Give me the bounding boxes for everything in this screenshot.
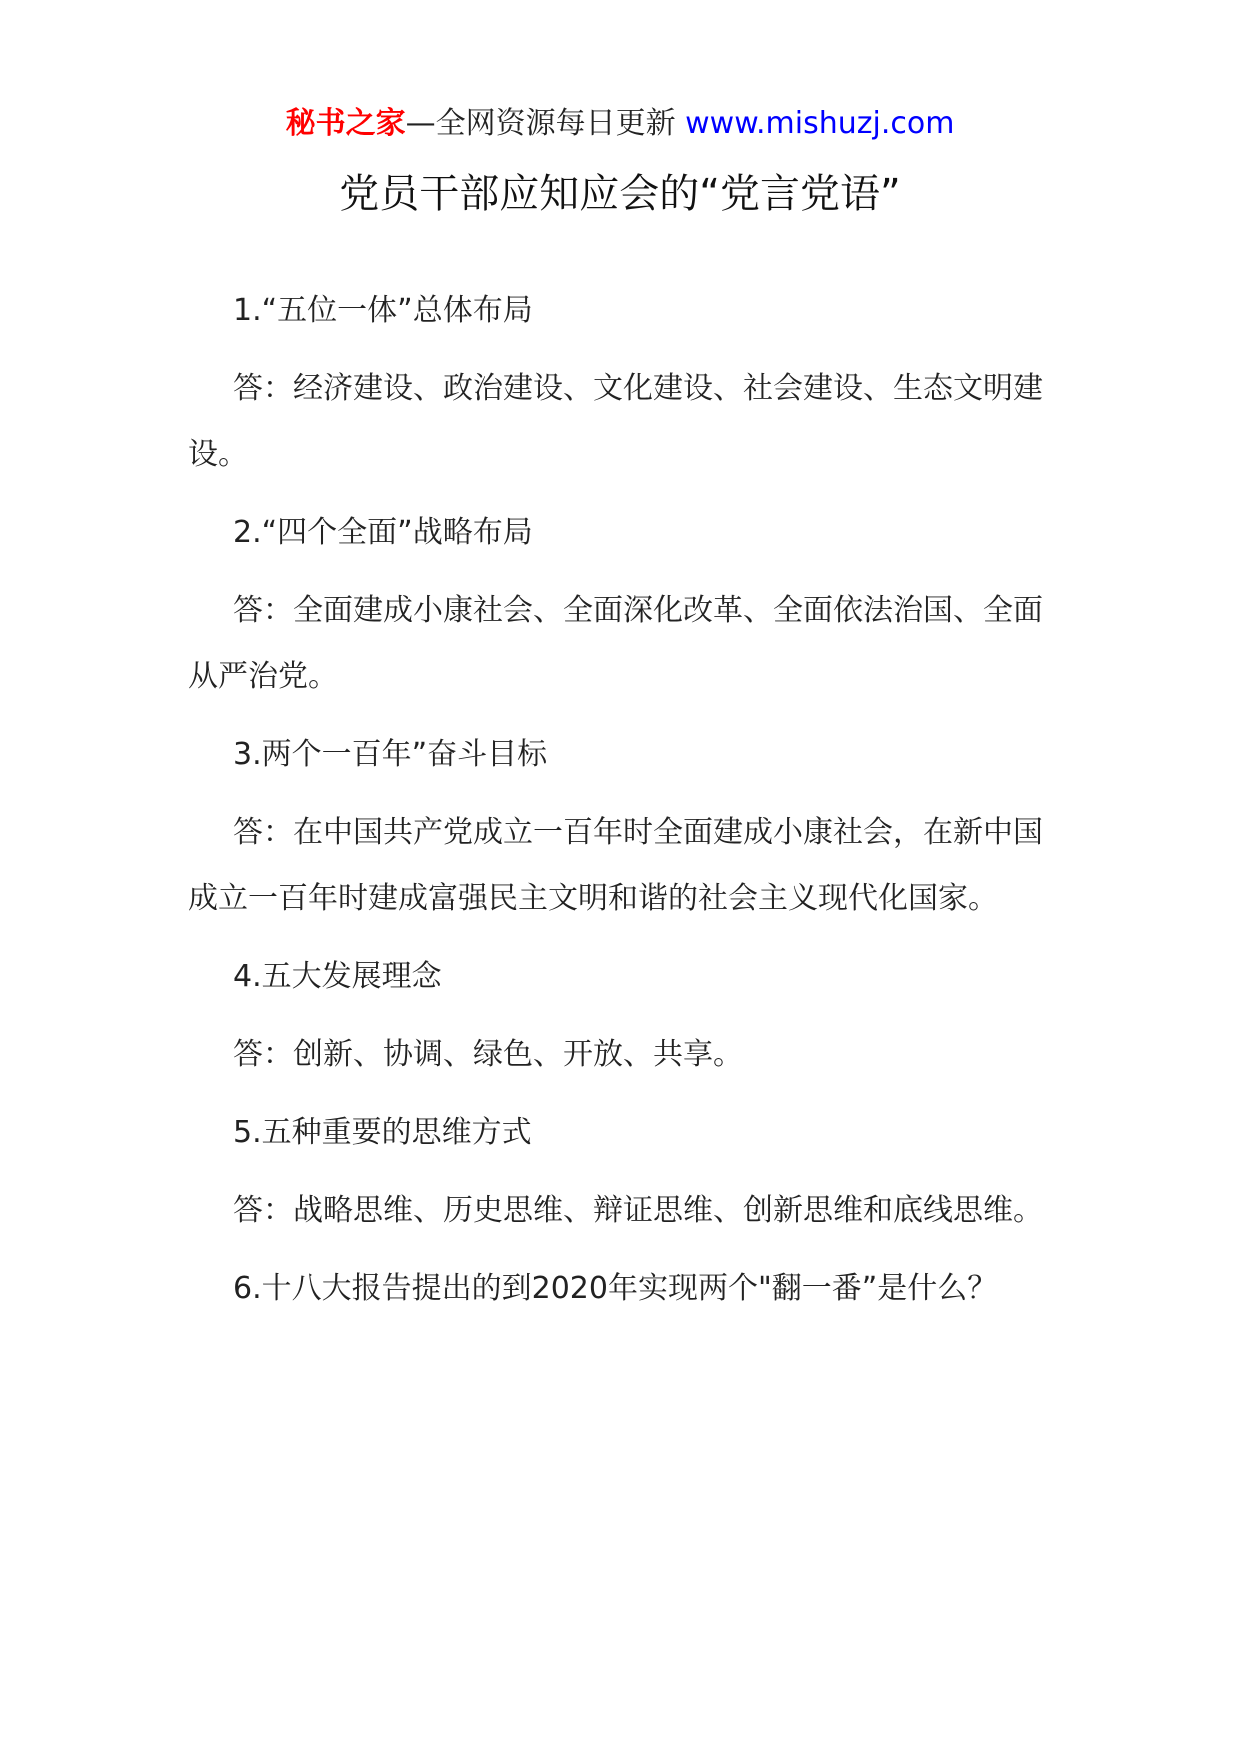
document-body (188, 278, 1058, 1334)
header-tagline: —全网资源每日更新 (405, 106, 676, 141)
question-heading-3: 3.两个一百年”奋斗目标 (233, 737, 548, 772)
site-url-link[interactable]: www.mishuzj.com (685, 106, 955, 141)
answer-paragraph-1: 答：经济建设、政治建设、文化建设、社会建设、生态文明建设。 (188, 371, 1043, 472)
brand-name: 秘书之家 (285, 106, 406, 141)
site-header (0, 102, 1240, 146)
page-title: 党员干部应知应会的“党言党语” (339, 171, 901, 217)
question-heading-4: 4.五大发展理念 (233, 959, 442, 994)
answer-paragraph-5: 答：战略思维、历史思维、辩证思维、创新思维和底线思维。 (233, 1193, 1043, 1228)
answer-paragraph-2: 答：全面建成小康社会、全面深化改革、全面依法治国、全面从严治党。 (188, 593, 1043, 694)
question-heading-6: 6.十八大报告提出的到2020年实现两个"翻一番”是什么？ (233, 1271, 998, 1306)
answer-paragraph-4: 答：创新、协调、绿色、开放、共享。 (233, 1037, 743, 1072)
question-heading-2: 2.“四个全面”战略布局 (233, 515, 533, 550)
question-heading-1: 1.“五位一体”总体布局 (233, 293, 533, 328)
question-heading-5: 5.五种重要的思维方式 (233, 1115, 532, 1150)
answer-paragraph-3: 答：在中国共产党成立一百年时全面建成小康社会，在新中国成立一百年时建成富强民主文明和谐的社会主义现代化国家。 (188, 815, 1043, 916)
